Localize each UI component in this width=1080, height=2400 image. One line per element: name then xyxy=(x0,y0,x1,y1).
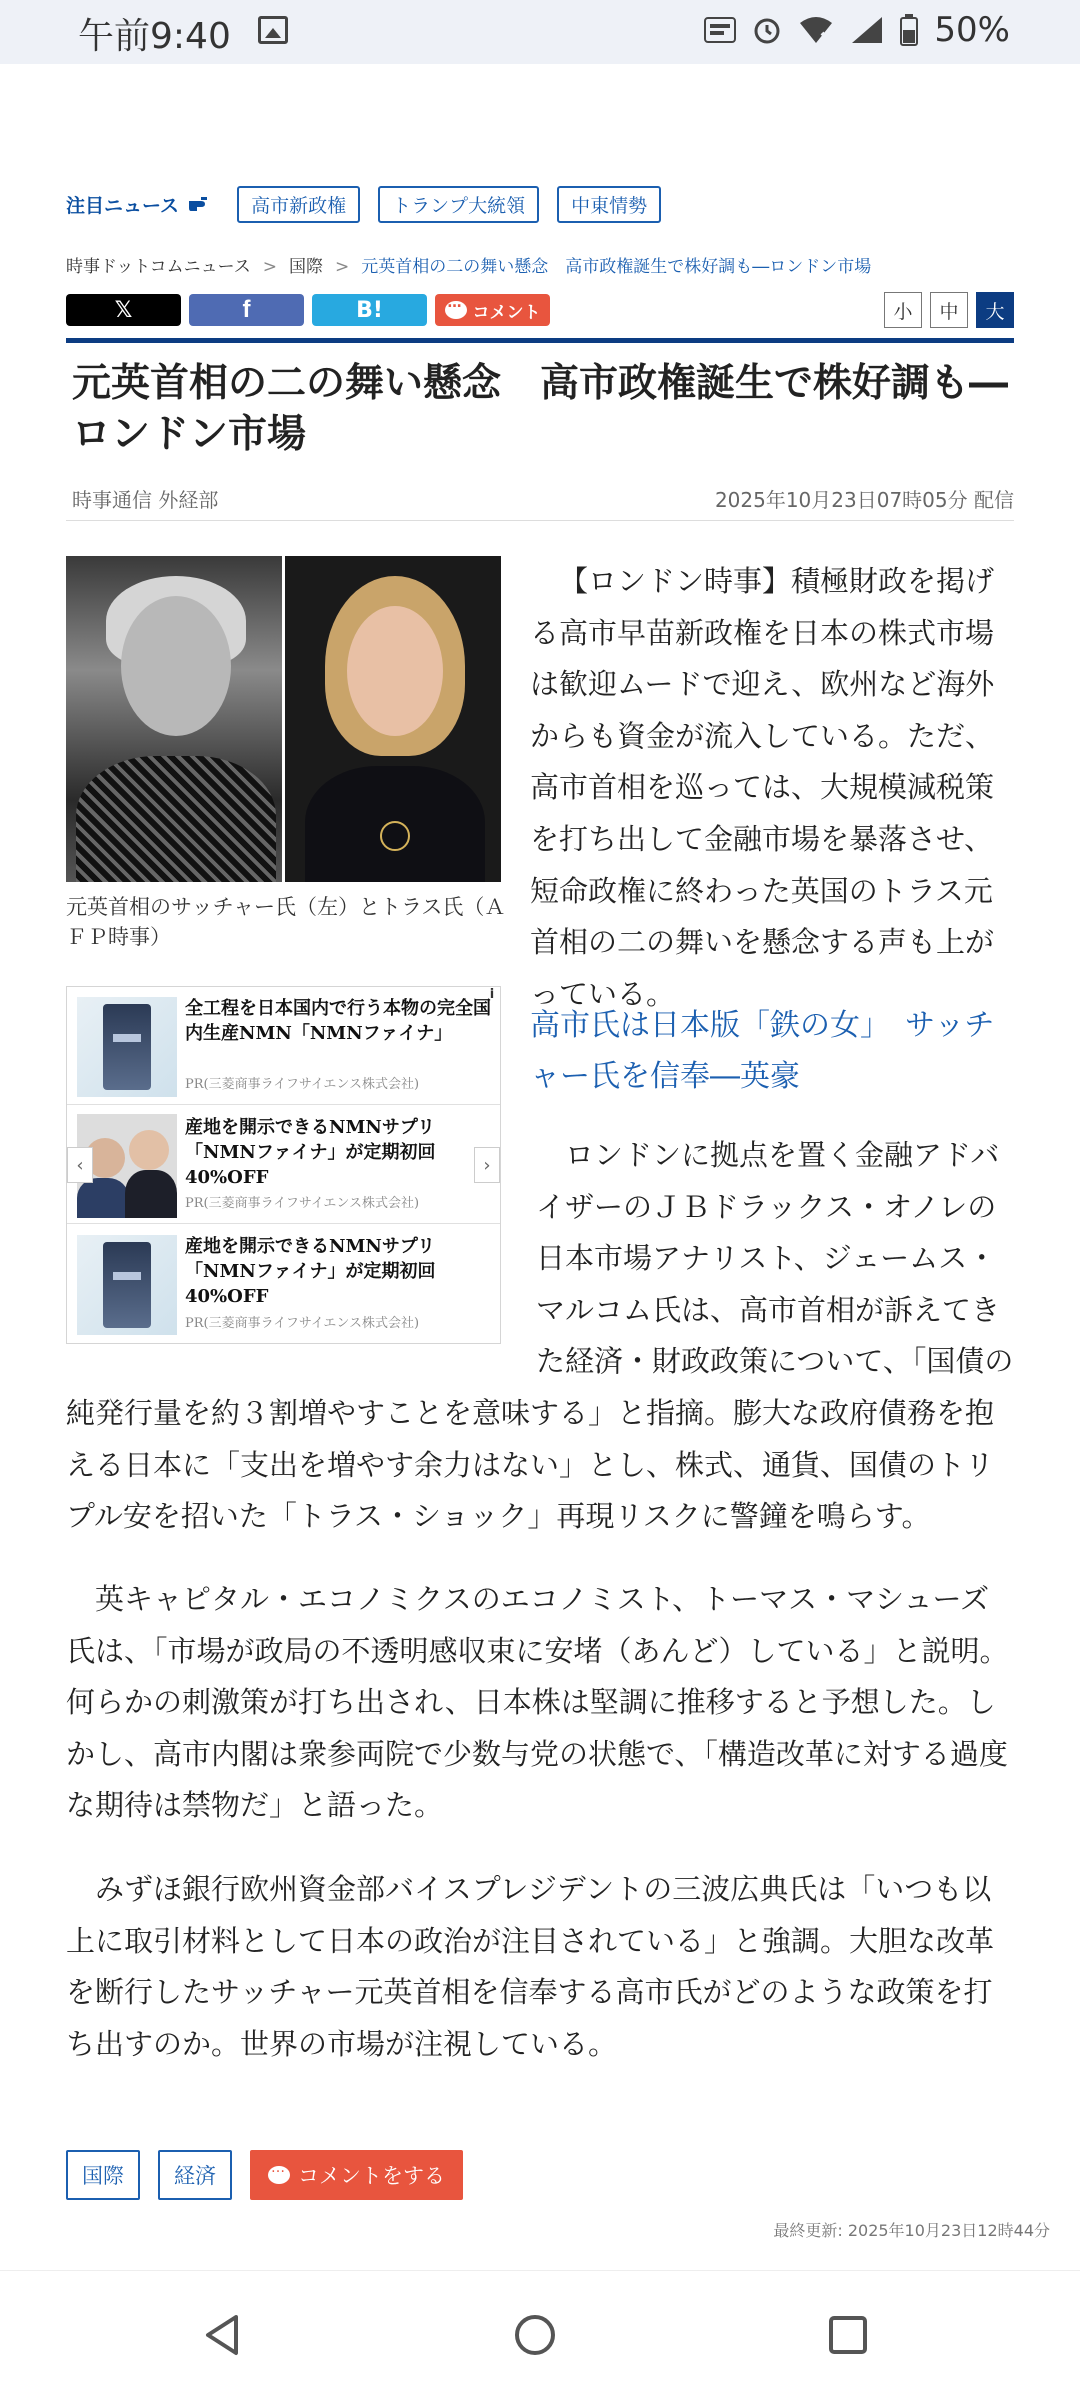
font-size-selector xyxy=(884,292,1014,328)
status-bar xyxy=(0,0,1080,64)
breadcrumb-current: 元英首相の二の舞い懸念 高市政権誕生で株好調も―ロンドン市場 xyxy=(361,257,872,277)
share-row xyxy=(66,294,1014,328)
home-icon[interactable] xyxy=(513,2313,557,2357)
auto-hd-icon xyxy=(704,15,736,45)
photo-thatcher xyxy=(66,556,282,882)
share-hatena-button[interactable] xyxy=(312,294,427,326)
share-facebook-button[interactable] xyxy=(189,294,304,326)
font-size-small-button[interactable]: 小 xyxy=(884,292,922,328)
topic-tag-takaichi[interactable]: 高市新政権 xyxy=(237,186,360,223)
status-icons xyxy=(704,10,1010,50)
x-logo-icon: 𝕏 xyxy=(114,297,133,323)
breadcrumb xyxy=(66,252,1014,277)
article-date: 2025年10月23日07時05分 配信 xyxy=(714,488,1014,512)
breadcrumb-separator-icon: > xyxy=(335,257,350,277)
breadcrumb-home[interactable]: 時事ドットコムニュース xyxy=(66,257,251,277)
alarm-icon xyxy=(752,15,782,45)
topics-bar xyxy=(66,186,1014,222)
write-comment-label: コメントをする xyxy=(298,2164,445,2188)
article-paragraph: 英キャピタル・エコノミクスのエコノミスト、トーマス・マシューズ氏は、「市場が政局の不透明感収束に安堵（あんど）している」と説明。何らかの刺激策が打ち出され、日本株は堅調に推移すると予想した。しかし、高市内閣は衆参両院で少数与党の状態で、「構造改革に対する過度な期待は禁物だ」と語った。 xyxy=(66,1582,1009,1823)
recents-icon[interactable] xyxy=(826,2313,870,2357)
facebook-logo-icon: f xyxy=(242,296,251,323)
topic-tag-trump[interactable]: トランプ大統領 xyxy=(378,186,539,223)
ad-info-icon[interactable]: i xyxy=(489,987,495,1002)
byline-divider xyxy=(66,520,1014,521)
article-headline: 元英首相の二の舞い懸念 高市政権誕生で株好調も―ロンドン市場 xyxy=(72,361,1009,458)
tag-international[interactable]: 国際 xyxy=(66,2150,140,2200)
share-comment-button[interactable] xyxy=(435,294,550,326)
pointing-hand-icon xyxy=(187,195,209,213)
article-paragraph xyxy=(66,1130,1014,1543)
article-lead: 【ロンドン時事】積極財政を掲げる高市早苗新政権を日本の株式市場は歓迎ムードで迎え、欧州など海外からも資金が流入している。ただ、高市首相を巡っては、大規模減税策を打ち出して金融市場を暴落させ、短命政権に終わった英国のトラス元首相の二の舞いを懸念する声も上がっている。 xyxy=(530,564,995,1011)
ad-sponsor: PR(三菱商事ライフサイエンス株式会社) xyxy=(185,1077,420,1092)
topics-label: 注目ニュース xyxy=(66,194,180,217)
related-article-link[interactable]: 高市氏は日本版「鉄の女」 サッチャー氏を信奉―英豪 xyxy=(530,1008,995,1094)
ad-item[interactable] xyxy=(67,987,500,1105)
font-size-large-button[interactable]: 大 xyxy=(976,292,1014,328)
ad-next-arrow-icon[interactable]: › xyxy=(474,1147,500,1183)
battery-level: 50% xyxy=(934,10,1010,50)
tag-economy[interactable]: 経済 xyxy=(158,2150,232,2200)
title-divider xyxy=(66,338,1014,343)
ad-sponsor: PR(三菱商事ライフサイエンス株式会社) xyxy=(185,1196,420,1211)
share-x-button[interactable] xyxy=(66,294,181,326)
ad-thumbnail xyxy=(77,997,177,1097)
last-updated: 最終更新: 2025年10月23日12時44分 xyxy=(773,2221,1050,2240)
ad-title: 産地を開示できるNMNサプリ「NMNファイナ」が定期初回40%OFF xyxy=(185,1236,436,1307)
system-nav-bar xyxy=(0,2270,1080,2400)
article-tags xyxy=(66,2150,463,2200)
comment-bubble-icon xyxy=(445,301,467,319)
hatena-logo-icon: B! xyxy=(356,297,383,323)
share-comment-label: コメント xyxy=(472,302,541,323)
signal-icon xyxy=(850,15,884,45)
breadcrumb-international[interactable]: 国際 xyxy=(289,257,324,277)
article-paragraph: みずほ銀行欧州資金部バイスプレジデントの三波広典氏は「いつも以上に取引材料として日本の政治が注目されている」と強調。大胆な改革を断行したサッチャー元英首相を信奉する高市氏がどのような政策を打ち出すのか。世界の市場が注視している。 xyxy=(66,1872,995,2061)
ad-title: 産地を開示できるNMNサプリ「NMNファイナ」が定期初回40%OFF xyxy=(185,1117,436,1188)
status-time: 午前9:40 xyxy=(78,16,231,57)
battery-icon xyxy=(900,14,918,46)
wifi-icon xyxy=(798,15,834,45)
write-comment-button[interactable] xyxy=(250,2150,463,2200)
back-icon[interactable] xyxy=(200,2313,244,2357)
ad-sponsor: PR(三菱商事ライフサイエンス株式会社) xyxy=(185,1316,420,1331)
photo-caption: 元英首相のサッチャー氏（左）とトラス氏（ＡＦＰ時事） xyxy=(66,895,506,950)
image-icon xyxy=(258,16,288,44)
photo-truss xyxy=(285,556,501,882)
topic-tag-middle-east[interactable]: 中東情勢 xyxy=(557,186,661,223)
article-paragraph-text: ロンドンに拠点を置く金融アドバイザーのＪＢドラックス・オノレの日本市場アナリスト、ジェームス・マルコム氏は、高市首相が訴えてきた経済・財政政策について、「国債の純発行量を約３割増やすことを意味する」と指摘。膨大な政府債務を抱える日本に「支出を増やす余力はない」とし、株式、通貨、国債のトリプル安を招いた「トラス・ショック」再現リスクに警鐘を鳴らす。 xyxy=(66,1138,1014,1534)
ad-title: 全工程を日本国内で行う本物の完全国内生産NMN「NMNファイナ」 xyxy=(185,998,491,1044)
article-source: 時事通信 外経部 xyxy=(72,488,219,512)
article-photo[interactable] xyxy=(66,556,501,882)
comment-bubble-icon xyxy=(268,2166,290,2184)
breadcrumb-separator-icon: > xyxy=(262,257,278,277)
font-size-medium-button[interactable]: 中 xyxy=(930,292,968,328)
ad-prev-arrow-icon[interactable]: ‹ xyxy=(67,1147,93,1183)
article-byline xyxy=(72,484,1014,513)
